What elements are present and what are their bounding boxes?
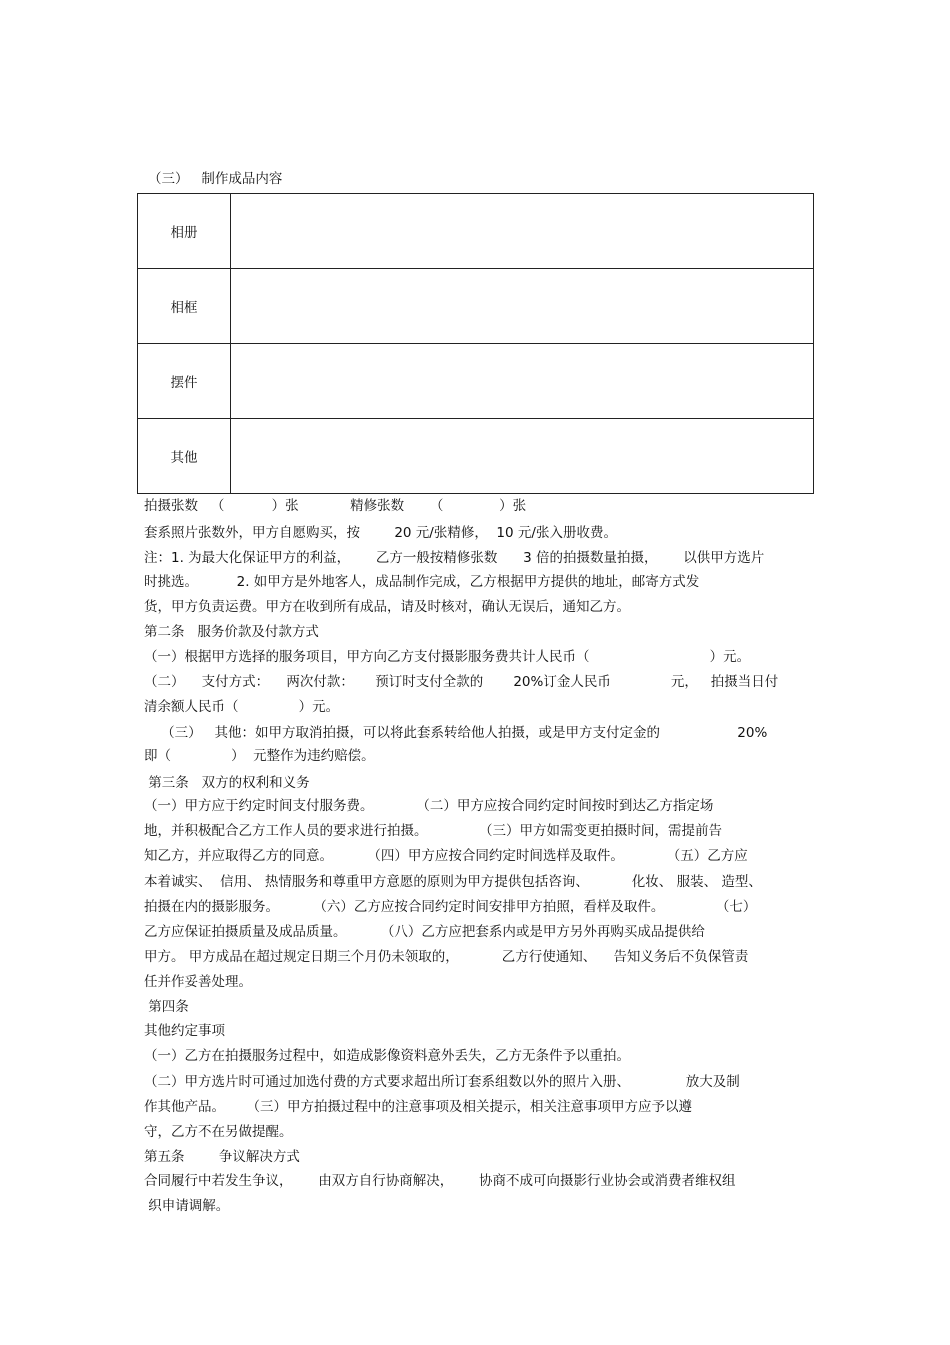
text-line: 甲方。 甲方成品在超过规定日期三个月仍未领取的， 乙方行使通知、 告知义务后不负保管责 xyxy=(144,949,749,965)
text-line: 拍摄在内的摄影服务。 （六）乙方应按合同约定时间安排甲方拍照，看样及取件。 （七） xyxy=(144,899,757,915)
text-line: 其他约定事项 xyxy=(144,1023,225,1039)
text-line: 本着诚实、 信用、 热情服务和尊重甲方意愿的原则为甲方提供包括咨询、 化妆、 服装、 造型、 xyxy=(144,874,762,890)
products-table xyxy=(137,193,814,494)
row-value xyxy=(231,419,814,494)
text-line: 任并作妥善处理。 xyxy=(144,974,252,990)
row-value xyxy=(231,344,814,419)
heading-article-4: 第四条 xyxy=(144,999,189,1015)
text-line: 套系照片张数外，甲方自愿购买，按 20 元/张精修， 10 元/张入册收费。 xyxy=(144,525,617,541)
text-line: 乙方应保证拍摄质量及成品质量。 （八）乙方应把套系内或是甲方另外再购买成品提供给 xyxy=(144,924,705,940)
row-value xyxy=(231,269,814,344)
text-line: 知乙方，并应取得乙方的同意。 （四）甲方应按合同约定时间选样及取件。 （五）乙方应 xyxy=(144,848,748,864)
text-line: 注：1. 为最大化保证甲方的利益， 乙方一般按精修张数 3 倍的拍摄数量拍摄， 以供甲方选片 xyxy=(144,550,765,566)
row-value xyxy=(231,194,814,269)
text-line: 货，甲方负责运费。甲方在收到所有成品，请及时核对，确认无误后，通知乙方。 xyxy=(144,599,630,615)
row-label: 其他 xyxy=(138,419,231,494)
table-row xyxy=(138,419,814,494)
text-line: （三） 其他：如甲方取消拍摄，可以将此套系转给他人拍摄，或是甲方支付定金的 20% xyxy=(144,725,768,741)
row-label: 相册 xyxy=(138,194,231,269)
text-line: （一）乙方在拍摄服务过程中，如造成影像资料意外丢失，乙方无条件予以重拍。 xyxy=(144,1048,630,1064)
text-line: 守，乙方不在另做提醒。 xyxy=(144,1124,293,1140)
text-line: （二） 支付方式： 两次付款： 预订时支付全款的 20%订金人民币 元， 拍摄当日付 xyxy=(144,674,779,690)
text-line: （一）根据甲方选择的服务项目，甲方向乙方支付摄影服务费共计人民币（ ）元。 xyxy=(144,649,751,665)
row-label: 相框 xyxy=(138,269,231,344)
text-line: （二）甲方选片时可通过加选付费的方式要求超出所订套系组数以外的照片入册、 放大及制 xyxy=(144,1074,740,1090)
heading-article-2: 第二条 服务价款及付款方式 xyxy=(144,624,319,640)
table-row xyxy=(138,194,814,269)
text-line: （一）甲方应于约定时间支付服务费。 （二）甲方应按合同约定时间按时到达乙方指定场 xyxy=(144,798,714,814)
row-label: 摆件 xyxy=(138,344,231,419)
text-line: 即（ ） 元整作为违约赔偿。 xyxy=(144,748,375,764)
table-row xyxy=(138,269,814,344)
text-line: 合同履行中若发生争议， 由双方自行协商解决， 协商不成可向摄影行业协会或消费者维权组 xyxy=(144,1173,736,1189)
text-line: 时挑选。 2. 如甲方是外地客人，成品制作完成，乙方根据甲方提供的地址，邮寄方式发 xyxy=(144,574,700,590)
text-line: 地，并积极配合乙方工作人员的要求进行拍摄。 （三）甲方如需变更拍摄时间，需提前告 xyxy=(144,823,722,839)
heading-article-5: 第五条 争议解决方式 xyxy=(144,1149,300,1165)
text-line: 织申请调解。 xyxy=(144,1198,230,1214)
text-line: 清余额人民币（ ）元。 xyxy=(144,699,340,715)
table-row xyxy=(138,344,814,419)
heading-article-3: 第三条 双方的权利和义务 xyxy=(144,775,310,791)
section-title: （三） 制作成品内容 xyxy=(148,171,283,187)
text-line: 拍摄张数 （ ）张 精修张数 （ ）张 xyxy=(144,498,527,514)
text-line: 作其他产品。 （三）甲方拍摄过程中的注意事项及相关提示，相关注意事项甲方应予以遵 xyxy=(144,1099,692,1115)
